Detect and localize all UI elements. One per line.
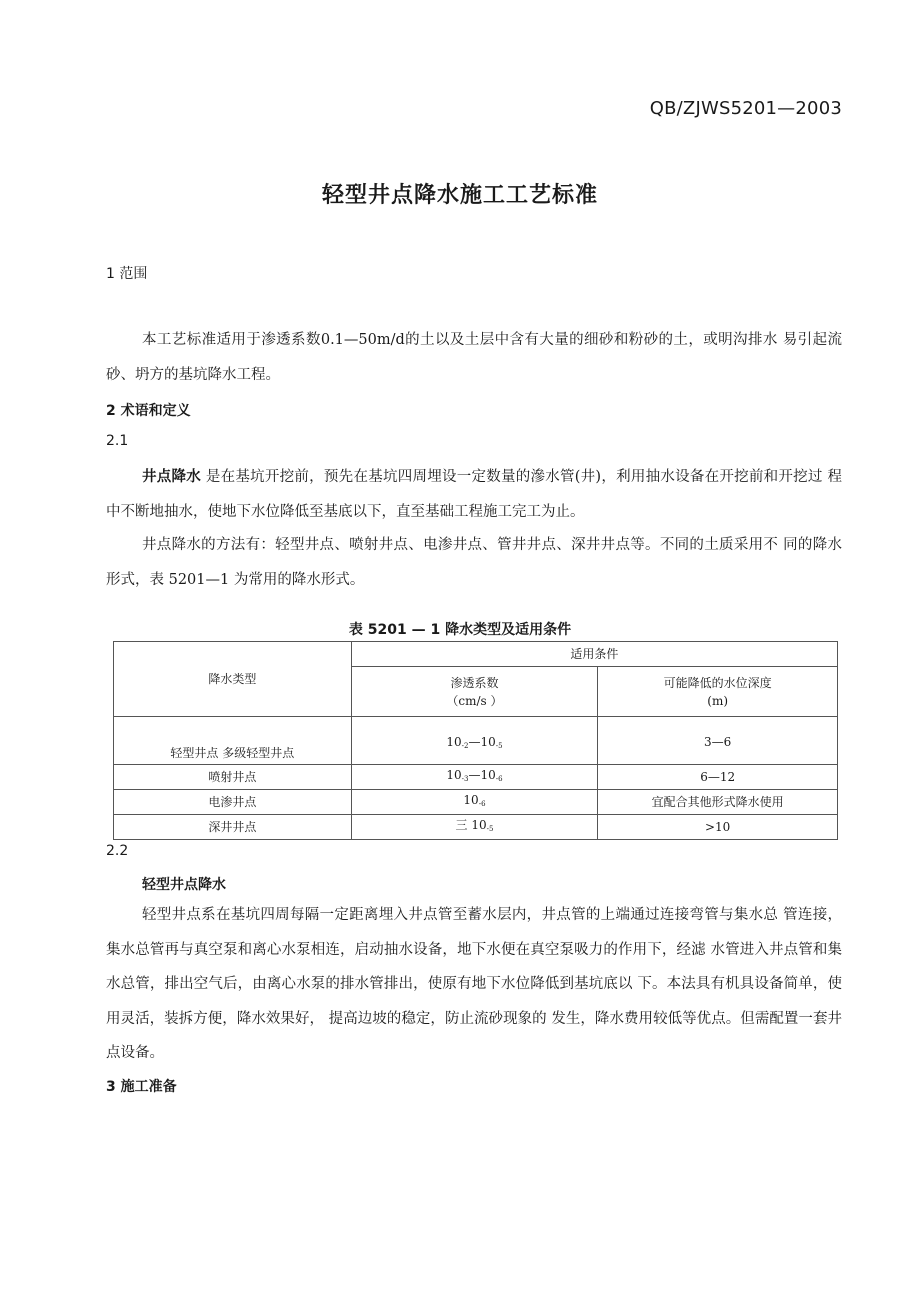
table-caption: 表 5201 — 1 降水类型及适用条件 xyxy=(348,622,572,638)
subsection-2-1-number: 2.1 xyxy=(106,433,129,449)
header-permeability xyxy=(351,667,598,717)
row-depth: 6—12 xyxy=(598,765,838,790)
table-row xyxy=(114,765,838,790)
table-row xyxy=(114,790,838,815)
header-depth-unit: (m) xyxy=(707,693,729,708)
document-title: 轻型井点降水施工工艺标准 xyxy=(321,183,598,208)
definition-text: 是在基坑开挖前，预先在基坑四周埋设一定数量的滲水管(井)，利用抽水设备在开挖前和开挖过 程中不断地抽水，使地下水位降低至基底以下，直至基础工程施工完工为止。 xyxy=(106,469,843,520)
document-code: QB/ZJWS5201—2003 xyxy=(649,98,842,119)
section-1-text: 本工艺标准适用于渗透系数0.1—50m/d的土以及土层中含有大量的细砂和粉砂的土，或明沟排水 易引起流砂、坍方的基坑降水工程。 xyxy=(106,332,842,383)
row-depth: 3—6 xyxy=(598,717,838,765)
row-depth: >10 xyxy=(598,815,838,840)
row-permeability: $10_{-3}—10_{-6}$ xyxy=(351,765,598,790)
row-type: 电渗井点 xyxy=(114,790,352,815)
dewatering-table xyxy=(113,641,838,840)
table-row xyxy=(114,717,838,765)
subsection-2-2-text: 轻型井点系在基坑四周每隔一定距离埋入井点管至蓄水层内，井点管的上端通过连接弯管与集水总 管连接，集水总管再与真空泵和离心水泵相连，启动抽水设备，地下水便在真空泵吸力的作用下，经滤 水管进入井点管和集水总管，排出空气后，由离心水泵的排水管排出，使原有地下水位降低到基坑底以 下。本法具有机具设备简单，使用灵活，装拆方便，降水效果好， 提高边坡的稳定，防止流砂现象的 发生，降水费用较低等优点。但需配置一套井点设备。 xyxy=(106,907,842,1061)
subsection-2-2-heading: 轻型井点降水 xyxy=(142,877,226,893)
row-type: 轻型井点 多级轻型井点 xyxy=(114,717,352,765)
row-type: 喷射井点 xyxy=(114,765,352,790)
subsection-2-2-number: 2.2 xyxy=(106,843,129,859)
header-type: 降水类型 xyxy=(114,642,352,717)
row-type: 深井井点 xyxy=(114,815,352,840)
section-1-heading: 1 范围 xyxy=(106,266,148,282)
header-depth-label: 可能降低的水位深度 xyxy=(663,675,772,690)
table-row xyxy=(114,815,838,840)
header-conditions: 适用条件 xyxy=(351,642,837,667)
row-permeability: $10_{-2}—10_{-5}$ xyxy=(351,717,598,765)
section-2-heading: 2 术语和定义 xyxy=(106,403,191,419)
subsection-2-1-methods: 井点降水的方法有：轻型井点、喷射井点、电渗井点、管井井点、深井井点等。不同的土质采用不 同的降水形式，表 5201—1 为常用的降水形式。 xyxy=(106,537,842,588)
subsection-2-1-definition xyxy=(106,460,842,529)
row-permeability: 三 $10_{-5}$ xyxy=(351,815,598,840)
header-permeability-label: 渗透系数 xyxy=(450,675,499,690)
term-jingdian-jiangshui: 井点降水 xyxy=(142,469,202,485)
section-3-heading: 3 施工准备 xyxy=(106,1079,177,1095)
row-depth: 宜配合其他形式降水使用 xyxy=(598,790,838,815)
row-permeability: $10_{-6}$ xyxy=(351,790,598,815)
header-permeability-unit: （cm/s ） xyxy=(446,693,503,708)
header-depth xyxy=(598,667,838,717)
